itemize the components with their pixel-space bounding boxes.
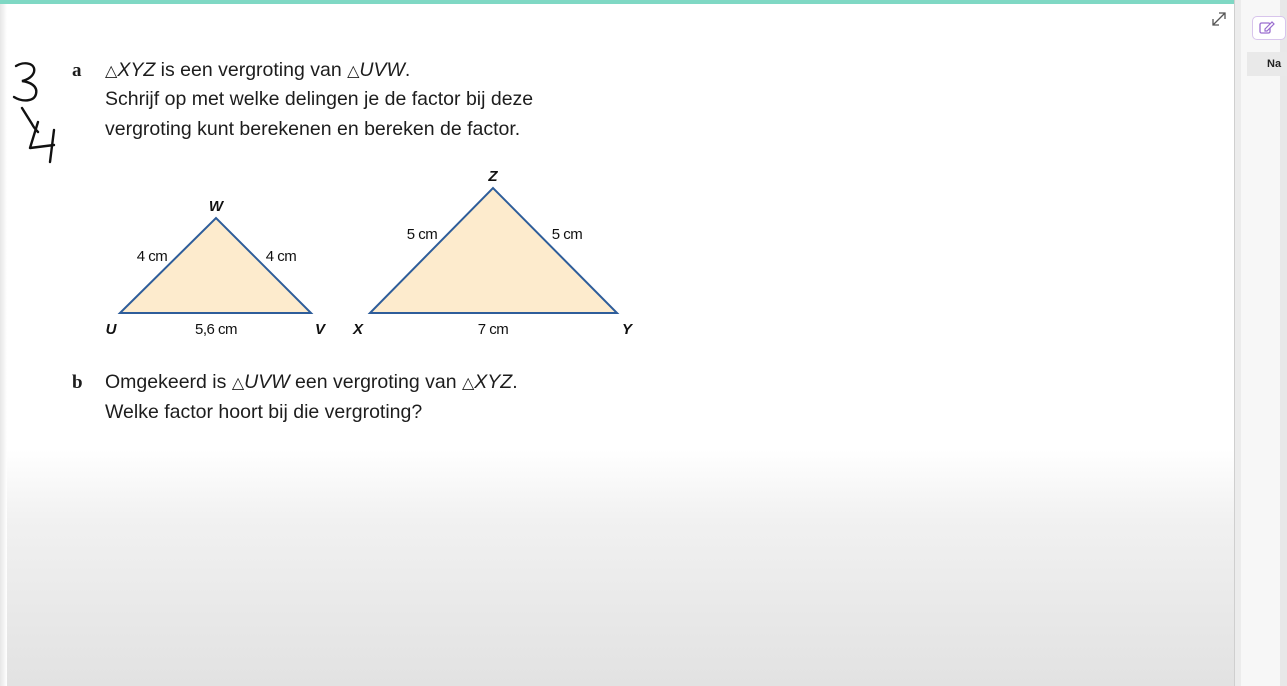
- question-a-line-2: Schrijf op met welke delingen je de factor bij deze: [105, 88, 534, 110]
- vertex-y-label: Y: [621, 321, 633, 338]
- vertex-x-label: X: [352, 321, 364, 338]
- triangle-name-xyz: XYZ: [474, 371, 513, 393]
- side-panel-inner: [1241, 0, 1280, 686]
- expand-icon[interactable]: [1210, 10, 1228, 28]
- note-tab[interactable]: Na: [1247, 52, 1287, 76]
- vertex-w-label: W: [208, 198, 224, 215]
- triangles-figure: [95, 160, 655, 355]
- vertex-u-label: U: [105, 321, 117, 338]
- edit-button[interactable]: [1252, 16, 1286, 40]
- question-b-line-1: [105, 371, 518, 394]
- question-a-letter: a: [72, 60, 82, 81]
- top-accent-bar: [0, 0, 1234, 4]
- question-a-line-1: [105, 59, 410, 82]
- edit-icon: [1259, 21, 1275, 35]
- triangle-name-uvw: UVW: [244, 371, 290, 393]
- side-xz-label: 5 cm: [406, 226, 438, 243]
- side-uv-label: 5,6 cm: [194, 321, 238, 338]
- handwritten-fraction: [8, 60, 68, 175]
- side-uw-label: 4 cm: [136, 248, 168, 265]
- side-panel: [1234, 0, 1280, 686]
- side-vw-label: 4 cm: [265, 248, 297, 265]
- triangle-symbol: △: [347, 63, 360, 80]
- triangle-xyz: [370, 188, 617, 313]
- question-b-text: een vergroting van: [289, 371, 462, 393]
- triangle-symbol: △: [231, 375, 245, 392]
- triangle-symbol: △: [461, 375, 475, 392]
- vertex-z-label: Z: [488, 168, 498, 185]
- page-left-edge: [0, 4, 7, 686]
- question-a-text: is een vergroting van: [155, 59, 348, 81]
- question-b-line-2: Welke factor hoort bij die vergroting?: [105, 401, 423, 423]
- side-yz-label: 5 cm: [551, 226, 583, 243]
- question-b-letter: b: [72, 372, 83, 393]
- vertex-v-label: V: [314, 321, 326, 338]
- side-xy-label: 7 cm: [477, 321, 509, 338]
- triangle-symbol: △: [105, 63, 118, 80]
- triangle-name-xyz: XYZ: [117, 59, 156, 81]
- triangle-name-uvw: UVW: [359, 59, 405, 81]
- question-a-period: .: [404, 59, 411, 81]
- question-b-period: .: [512, 371, 518, 393]
- question-a-line-3: vergroting kunt berekenen en bereken de factor.: [105, 118, 521, 140]
- question-b-text: Omgekeerd is: [105, 371, 232, 393]
- triangle-uvw: [120, 218, 311, 313]
